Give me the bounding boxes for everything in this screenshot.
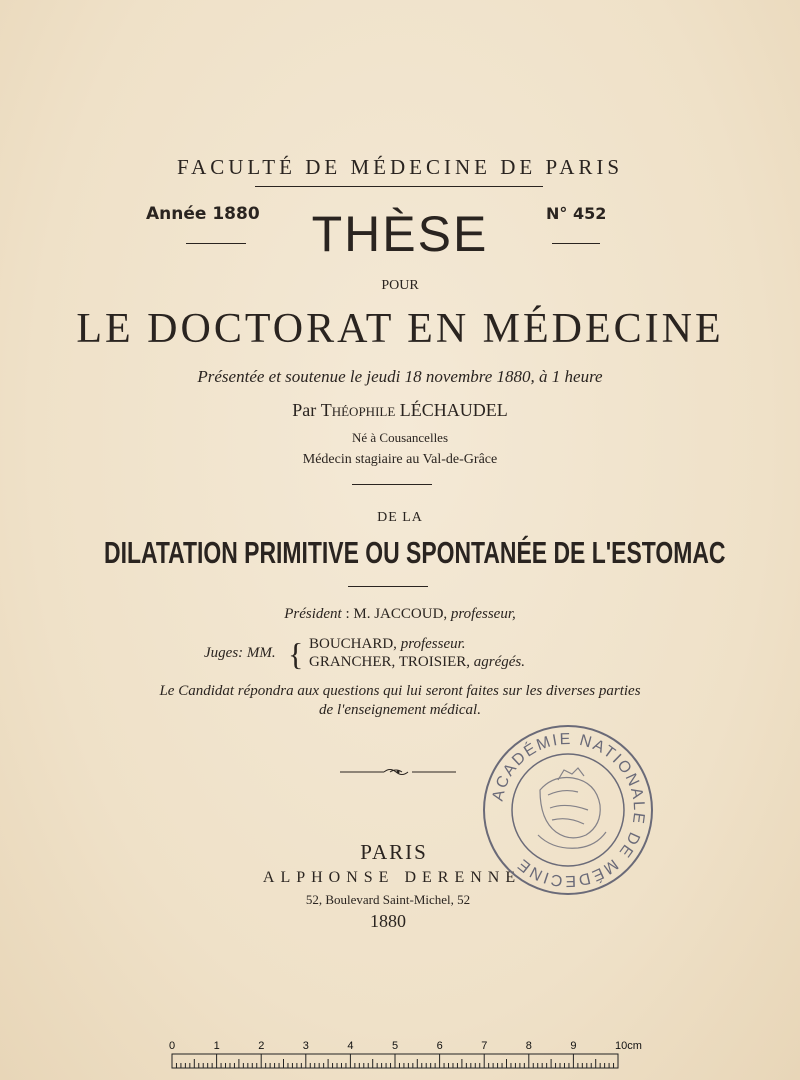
ruler-label: 9 [570,1040,577,1052]
library-stamp [478,720,658,900]
judge-line-2 [309,654,525,671]
pour-label: POUR [381,278,419,293]
defense-date: Présentée et soutenue le jeudi 18 novembre 1880, à 1 heure [197,367,603,386]
judge2-role: agrégés. [473,654,525,670]
author-birthplace: Né à Cousancelles [351,430,449,445]
thesis-title: THÈSE [311,206,489,262]
notice-line-1: Le Candidat répondra aux questions qui lui seront faites sur les diverses parties [159,683,641,699]
imprint-year: 1880 [370,911,406,931]
judges-label [204,645,276,662]
judge1-name: BOUCHARD, [309,636,397,652]
separator-1 [352,484,432,485]
ruler-label: 6 [436,1040,443,1052]
president-label: Président [284,606,342,622]
ruler-label: 3 [302,1040,309,1052]
imprint-address: 52, Boulevard Saint-Michel, 52 [305,892,471,907]
number-underline [552,243,600,244]
ruler-label: 1 [213,1040,220,1052]
author-name: Théophile LÉCHAUDEL [320,400,508,420]
scale-ruler [150,1035,642,1075]
ruler-label: 0 [169,1040,176,1052]
subject-prefix: DE LA [377,510,423,525]
president-role: professeur, [450,606,516,622]
author-position: Médecin stagiaire au Val-de-Grâce [302,452,498,467]
faculty-underline [255,186,543,187]
jury-president [0,606,800,623]
imprint-publisher: ALPHONSE DERENNE [262,869,522,886]
subject-title: DILATATION PRIMITIVE OU SPONTANÉE DE L'ESTOMAC [104,535,726,570]
judge1-role: professeur. [400,636,466,652]
ruler-label: 5 [392,1040,399,1052]
judges-brace: { [288,636,304,672]
ornament-divider [340,767,456,777]
imprint-city: PARIS [360,840,428,864]
degree-title: LE DOCTORAT EN MÉDECINE [76,306,724,352]
par-label: Par [292,400,317,420]
ruler-label: 4 [347,1040,354,1052]
ruler-label: 2 [258,1040,265,1052]
stamp-text: ACADÉMIE NATIONALE DE MÉDECINE [489,730,648,890]
separator-2 [348,586,428,587]
judges-label-text: Juges: MM. [204,645,276,661]
ruler-label: 7 [481,1040,488,1052]
ruler-label: 8 [525,1040,532,1052]
notice-line-2: de l'enseignement médical. [319,702,481,718]
thesis-number: N° 452 [546,204,607,223]
author-line [0,400,800,421]
president-name: : M. JACCOUD, [345,606,448,622]
ruler-label: 10cm [615,1040,642,1052]
faculty-heading: FACULTÉ DE MÉDECINE DE PARIS [176,155,624,179]
year-label: Année 1880 [146,204,260,224]
judge2-name: GRANCHER, TROISIER, [309,654,470,670]
judge-line-1 [309,636,466,653]
